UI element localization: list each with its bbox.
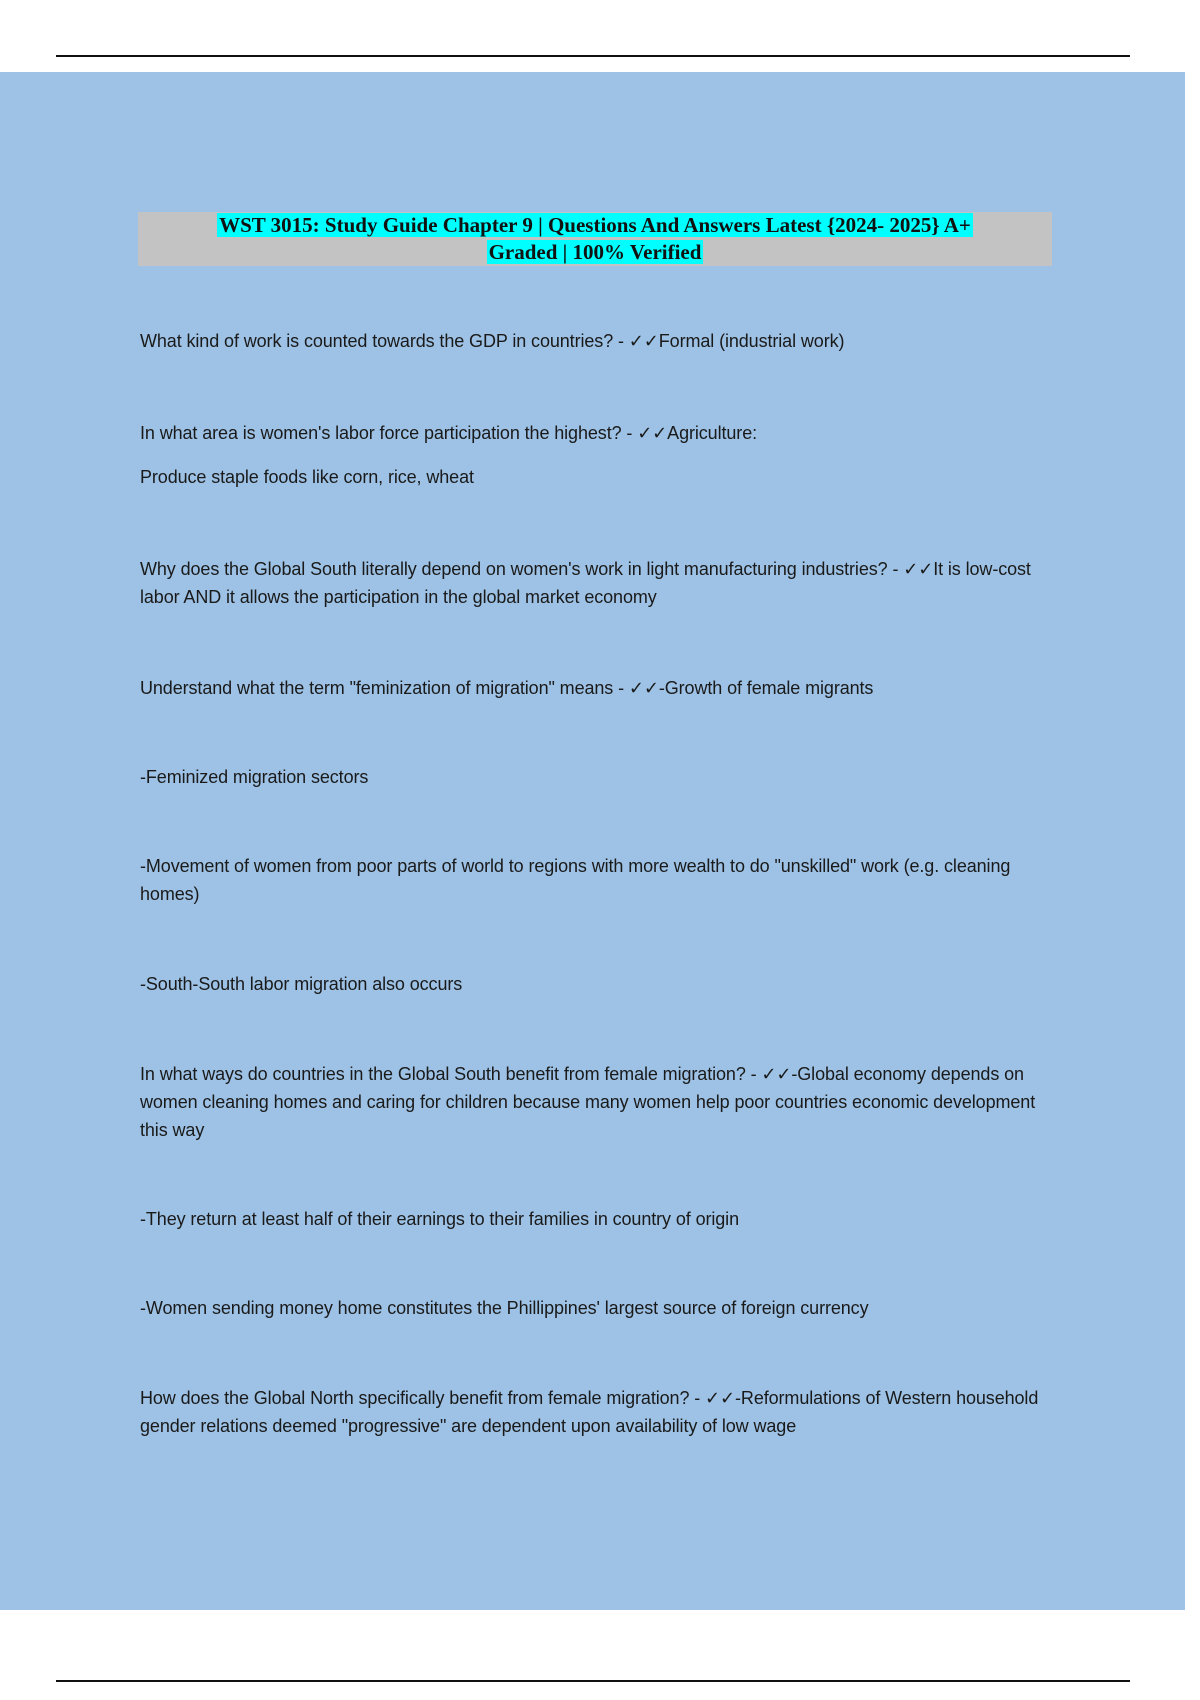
title-line-2: Graded | 100% Verified	[488, 240, 702, 264]
qa-entry-labor-force: In what area is women's labor force participation the highest? - ✓✓Agriculture:	[140, 423, 758, 443]
qa-entry-light-manufacturing: Why does the Global South literally depend on women's work in light manufacturing industries? - ✓✓It is low-cost labor AND it allows the participation in the global market economy	[140, 559, 1031, 607]
page-sheet	[0, 72, 1185, 1610]
bottom-rule	[56, 1680, 1130, 1682]
qa-entry-movement: -Movement of women from poor parts of world to regions with more wealth to do "unskilled" work (e.g. cleaning homes)	[140, 856, 1011, 904]
qa-entry-feminized-sectors: -Feminized migration sectors	[140, 767, 369, 787]
top-rule	[56, 55, 1130, 57]
qa-entry-south-south: -South-South labor migration also occurs	[140, 974, 463, 994]
qa-entry-global-south-benefit: In what ways do countries in the Global South benefit from female migration? - ✓✓-Global economy depends on women cleaning homes and caring for children because many women help poor countries economic development this way	[140, 1064, 1036, 1140]
qa-entry-labor-force-detail: Produce staple foods like corn, rice, wheat	[140, 467, 474, 487]
qa-entry-feminization: Understand what the term "feminization of migration" means - ✓✓-Growth of female migrants	[140, 678, 874, 698]
qa-entry-earnings: -They return at least half of their earnings to their families in country of origin	[140, 1209, 739, 1229]
qa-entry-global-north-benefit: How does the Global North specifically benefit from female migration? - ✓✓-Reformulations of Western household gender relations deemed "progressive" are dependent upon availability of low wage	[140, 1388, 1039, 1436]
qa-entry-phillippines: -Women sending money home constitutes the Phillippines' largest source of foreign currency	[140, 1298, 869, 1318]
title-line-1: WST 3015: Study Guide Chapter 9 | Questions And Answers Latest {2024- 2025} A+	[219, 213, 971, 237]
document-title	[138, 212, 1052, 266]
qa-entry-gdp: What kind of work is counted towards the GDP in countries? - ✓✓Formal (industrial work)	[140, 331, 845, 351]
